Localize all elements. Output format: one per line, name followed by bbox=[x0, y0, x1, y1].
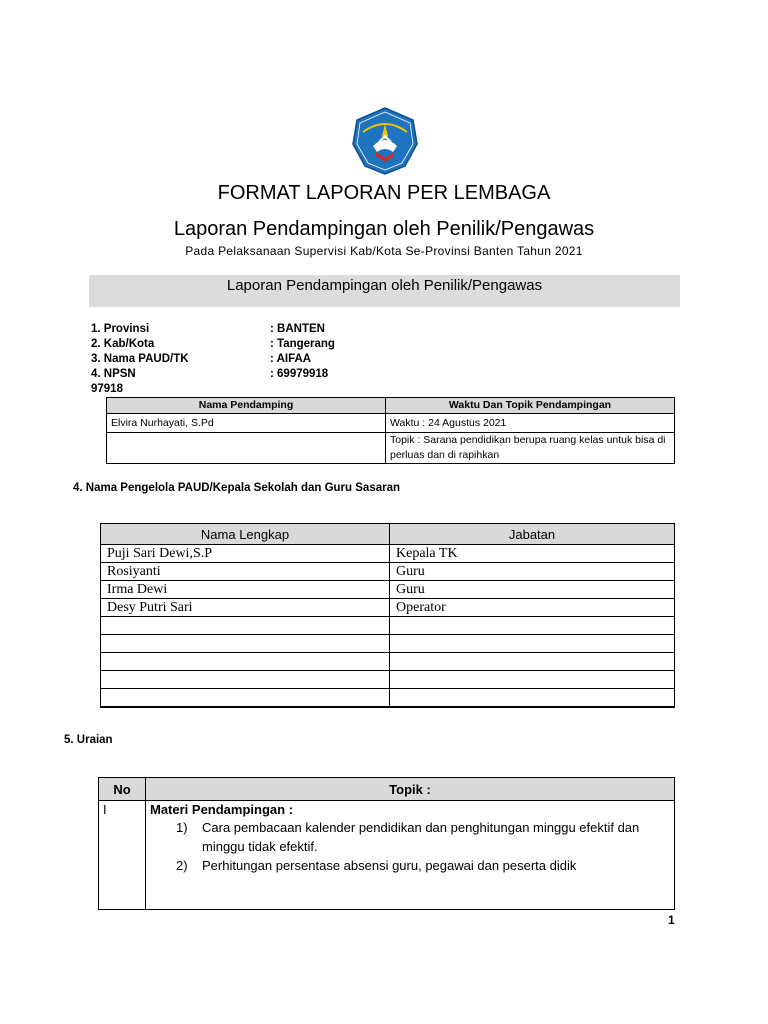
table-cell-name: Desy Putri Sari bbox=[101, 599, 390, 617]
list-number: 2) bbox=[176, 858, 188, 873]
uraian-table bbox=[98, 777, 675, 910]
pendamping-waktu: Waktu : 24 Agustus 2021 bbox=[386, 414, 675, 433]
table-cell-jabatan bbox=[390, 653, 675, 671]
pendamping-table bbox=[106, 397, 675, 464]
identity-value: : BANTEN bbox=[270, 323, 325, 335]
table-cell-name: Irma Dewi bbox=[101, 581, 390, 599]
table-row bbox=[101, 689, 675, 708]
identity-label: 97918 bbox=[91, 383, 123, 395]
identity-label: 1. Provinsi bbox=[91, 323, 150, 335]
column-header: Nama Pendamping bbox=[107, 398, 386, 414]
table-row bbox=[101, 617, 675, 635]
table-cell-jabatan bbox=[390, 671, 675, 689]
banner-text: Laporan Pendampingan oleh Penilik/Pengawas bbox=[226, 277, 543, 294]
list-text: Perhitungan persentase absensi guru, pegawai dan peserta didik bbox=[202, 858, 577, 873]
page-number: 1 bbox=[668, 913, 675, 927]
table-row bbox=[101, 671, 675, 689]
table-row bbox=[101, 545, 675, 563]
table-row bbox=[101, 581, 675, 599]
identity-label: 4. NPSN bbox=[91, 368, 136, 380]
empty-cell bbox=[107, 433, 386, 464]
column-header: Nama Lengkap bbox=[101, 524, 390, 545]
section-banner bbox=[89, 275, 680, 307]
table-row bbox=[101, 563, 675, 581]
table-row bbox=[101, 653, 675, 671]
list-item bbox=[150, 856, 670, 875]
identity-value: : Tangerang bbox=[270, 338, 335, 350]
identity-label: 3. Nama PAUD/TK bbox=[91, 353, 189, 365]
list-text: Cara pembacaan kalender pendidikan dan penghitungan minggu efektif dan minggu tidak efektif. bbox=[202, 820, 640, 854]
table-cell-jabatan: Kepala TK bbox=[390, 545, 675, 563]
identity-value: : 69979918 bbox=[270, 368, 329, 380]
column-header-no: No bbox=[99, 778, 146, 801]
table-row bbox=[101, 599, 675, 617]
identity-label: 2. Kab/Kota bbox=[91, 338, 155, 350]
table-cell-name bbox=[101, 689, 390, 708]
row-number: I bbox=[99, 801, 146, 910]
list-number: 1) bbox=[176, 820, 188, 835]
pendamping-name: Elvira Nurhayati, S.Pd bbox=[107, 414, 386, 433]
list-item bbox=[150, 818, 670, 856]
table-cell-jabatan: Operator bbox=[390, 599, 675, 617]
column-header: Jabatan bbox=[390, 524, 675, 545]
table-cell-name bbox=[101, 653, 390, 671]
table-row bbox=[101, 635, 675, 653]
identity-value: : AIFAA bbox=[270, 353, 312, 365]
table-cell-name bbox=[101, 671, 390, 689]
tut-wuri-handayani-logo bbox=[349, 106, 421, 176]
table-cell-name bbox=[101, 635, 390, 653]
table-cell-jabatan bbox=[390, 689, 675, 708]
pengelola-table bbox=[100, 523, 675, 708]
section-4-heading: 4. Nama Pengelola PAUD/Kepala Sekolah dan Guru Sasaran bbox=[73, 482, 401, 494]
table-cell-jabatan bbox=[390, 617, 675, 635]
document-title: FORMAT LAPORAN PER LEMBAGA bbox=[217, 182, 551, 204]
materi-heading: Materi Pendampingan : bbox=[150, 802, 294, 817]
document-subtitle: Laporan Pendampingan oleh Penilik/Pengawas bbox=[173, 218, 595, 240]
section-5-heading: 5. Uraian bbox=[64, 734, 113, 746]
table-cell-name bbox=[101, 617, 390, 635]
table-cell-name: Rosiyanti bbox=[101, 563, 390, 581]
topik-cell bbox=[146, 801, 675, 910]
table-cell-jabatan: Guru bbox=[390, 581, 675, 599]
document-caption: Pada Pelaksanaan Supervisi Kab/Kota Se-Provinsi Banten Tahun 2021 bbox=[185, 244, 583, 258]
materi-list bbox=[150, 818, 670, 875]
table-cell-jabatan: Guru bbox=[390, 563, 675, 581]
column-header: Waktu Dan Topik Pendampingan bbox=[386, 398, 675, 414]
table-cell-name: Puji Sari Dewi,S.P bbox=[101, 545, 390, 563]
pendamping-topik: Topik : Sarana pendidikan berupa ruang kelas untuk bisa di perluas dan di rapihkan bbox=[386, 433, 675, 464]
table-cell-jabatan bbox=[390, 635, 675, 653]
column-header-topik: Topik : bbox=[146, 778, 675, 801]
